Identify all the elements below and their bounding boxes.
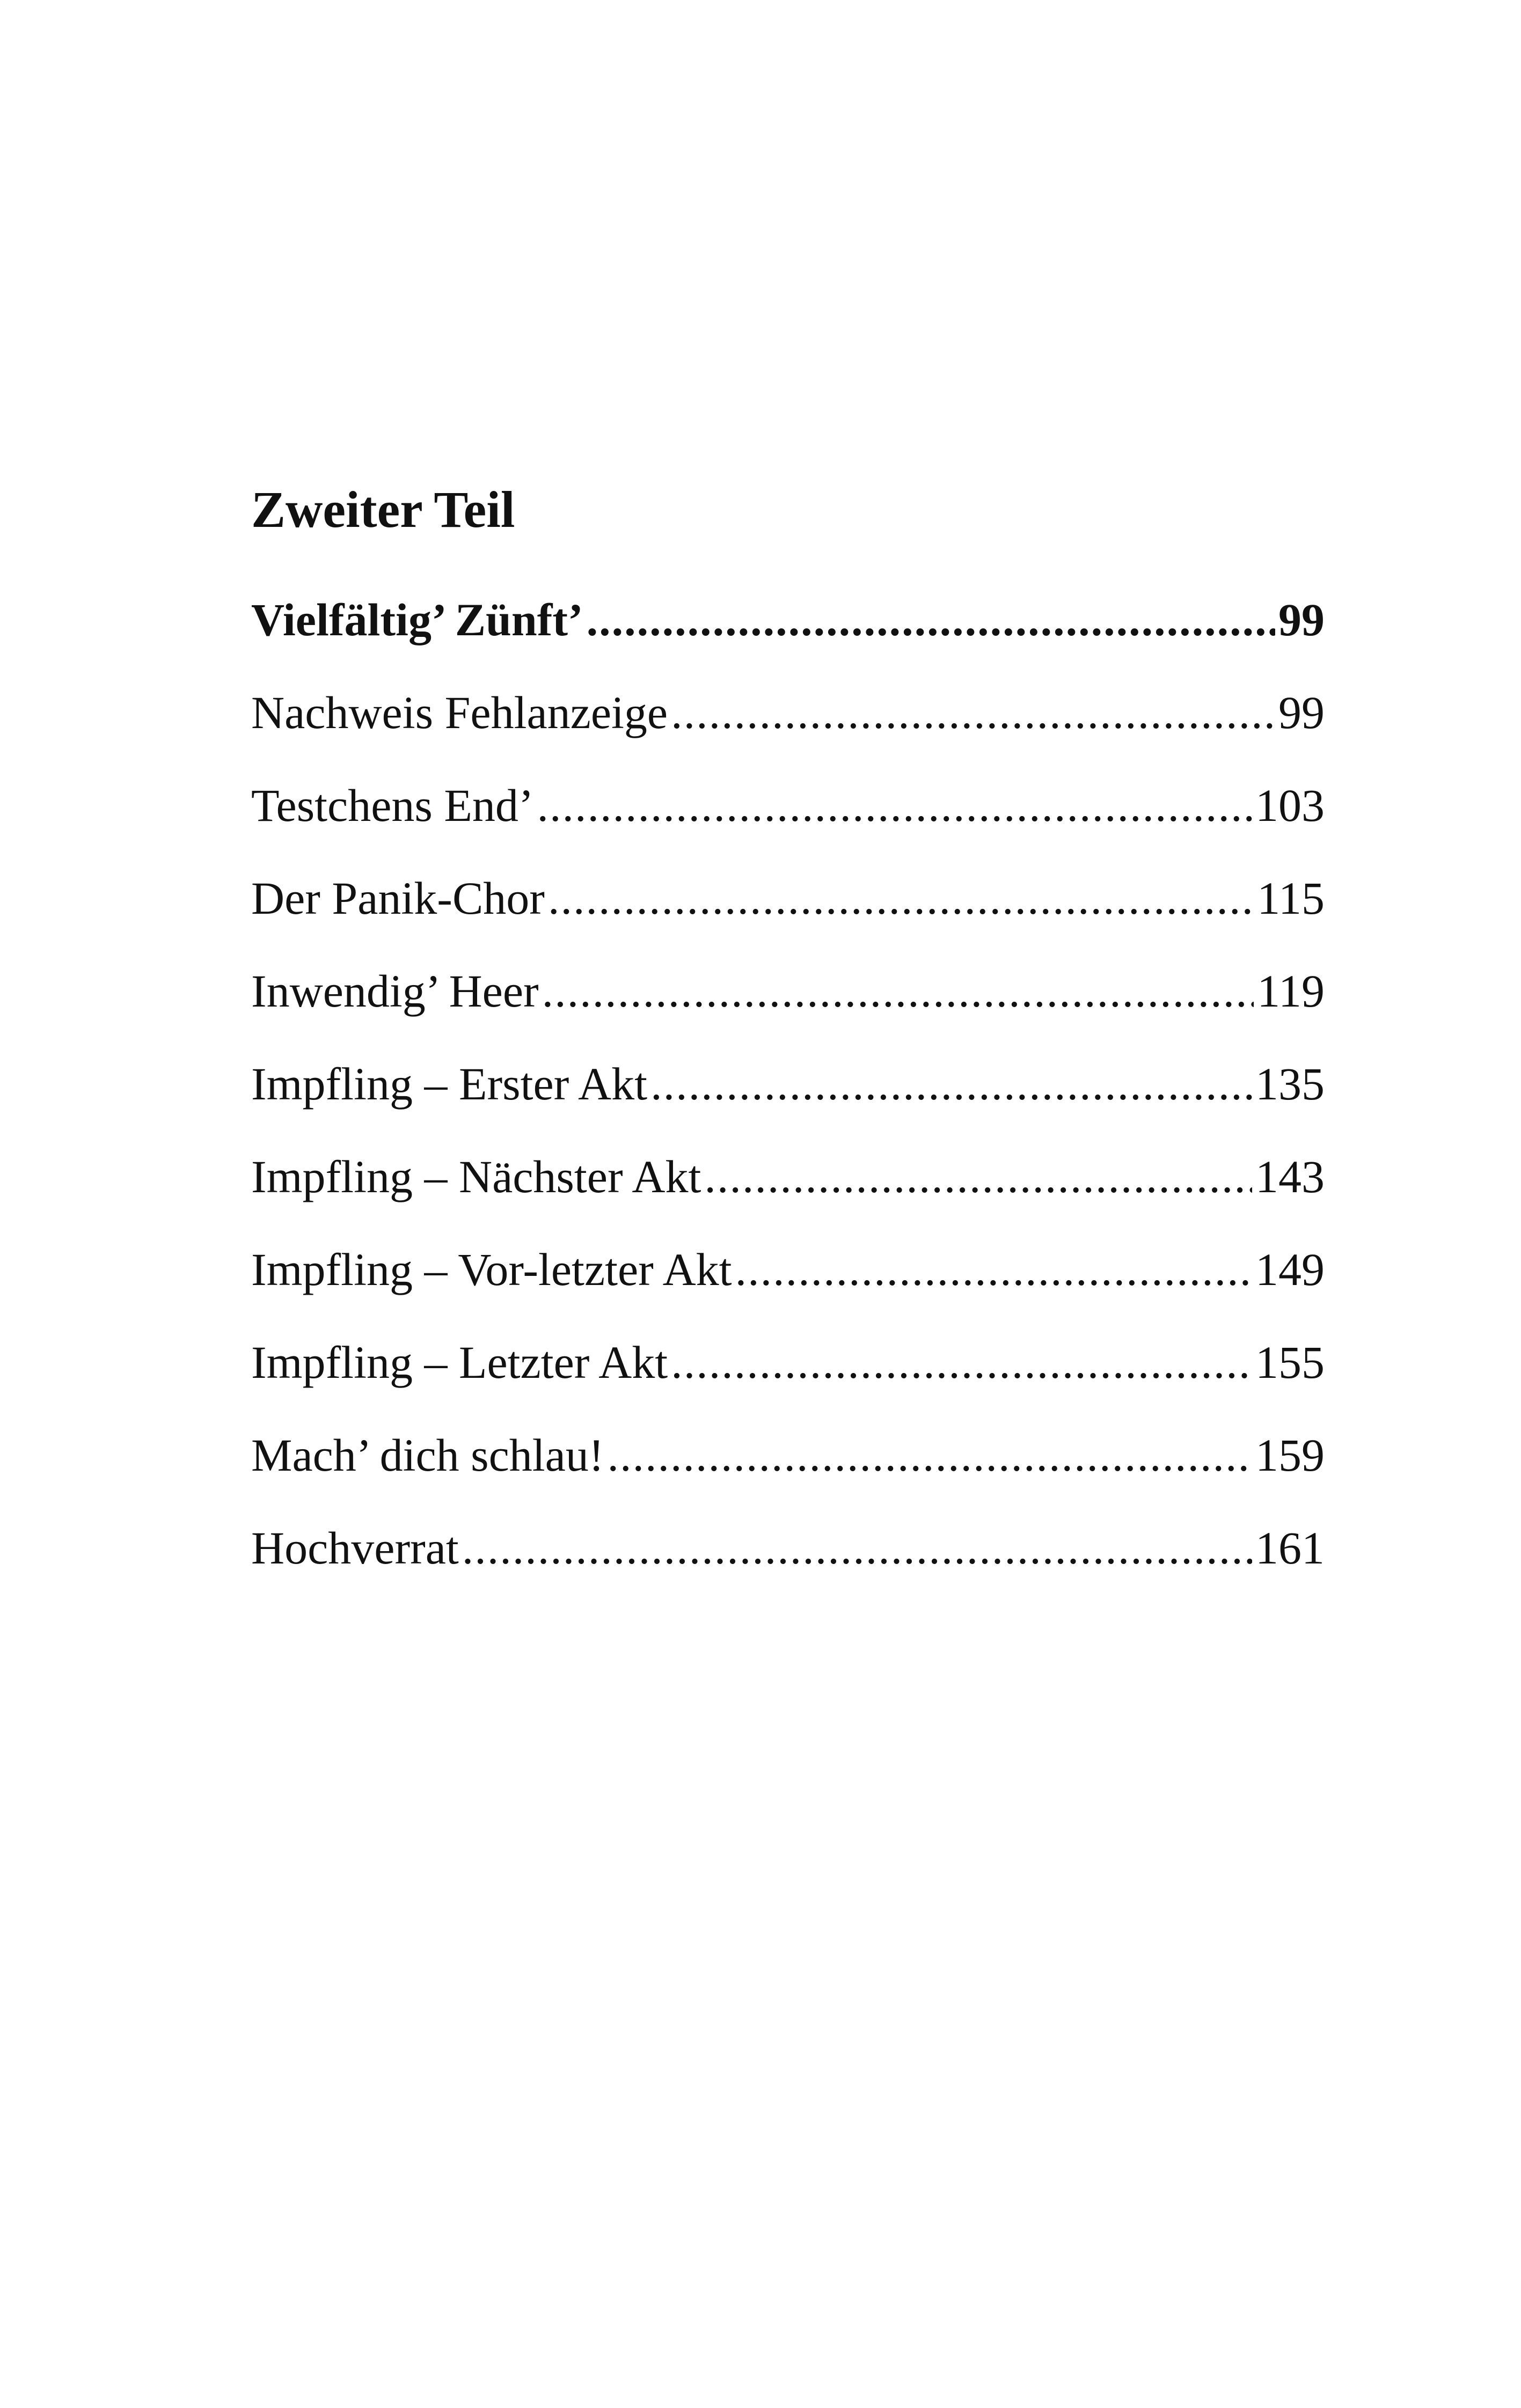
toc-entry [251, 1426, 1325, 1485]
toc-entry-page: 149 [1255, 1244, 1325, 1295]
toc-entry-title: Impfling – Vor-letzter Akt [251, 1244, 732, 1295]
dot-leader [537, 776, 1252, 835]
toc-entry-page: 115 [1257, 872, 1325, 924]
toc-entry-page: 135 [1255, 1058, 1325, 1110]
toc-entry [251, 1240, 1325, 1299]
toc-entry [251, 1054, 1325, 1113]
toc-entry-page: 143 [1255, 1151, 1325, 1202]
toc-entry-page: 159 [1255, 1429, 1325, 1481]
toc-entry [251, 869, 1325, 928]
toc-entry [251, 683, 1325, 742]
toc-entry-title: Hochverrat [251, 1522, 459, 1574]
toc-entry-page: 161 [1255, 1522, 1325, 1574]
dot-leader [735, 1240, 1252, 1299]
toc-entry-title: Impfling – Erster Akt [251, 1058, 648, 1110]
dot-leader [671, 683, 1275, 742]
toc-entry-page: 155 [1255, 1337, 1325, 1388]
toc-entry [251, 1518, 1325, 1577]
toc-entry-page: 103 [1255, 780, 1325, 831]
dot-leader [587, 590, 1275, 649]
dot-leader [542, 961, 1254, 1021]
toc-entry-page: 99 [1278, 687, 1325, 738]
toc-entry-title: Inwendig’ Heer [251, 965, 539, 1017]
dot-leader [548, 869, 1254, 928]
toc-entry [251, 776, 1325, 835]
toc-entry-title: Der Panik-Chor [251, 872, 545, 924]
dot-leader [704, 1147, 1252, 1206]
toc-entry-title: Testchens End’ [251, 780, 534, 831]
toc-entry [251, 590, 1325, 649]
dot-leader [671, 1333, 1252, 1392]
toc-entry-page: 119 [1257, 965, 1325, 1017]
toc-entry [251, 1147, 1325, 1206]
dot-leader [462, 1518, 1252, 1577]
toc-entry [251, 961, 1325, 1021]
dot-leader [607, 1426, 1252, 1485]
toc-entry-page: 99 [1278, 594, 1325, 645]
toc-entry-title: Impfling – Nächster Akt [251, 1151, 701, 1202]
toc-entry-title: Impfling – Letzter Akt [251, 1337, 668, 1388]
dot-leader [650, 1054, 1252, 1113]
toc-entry [251, 1333, 1325, 1392]
part-title: Zweiter Teil [251, 481, 515, 538]
toc-entry-title: Nachweis Fehlanzeige [251, 687, 668, 738]
toc-entry-title: Mach’ dich schlau! [251, 1429, 604, 1481]
toc-entry-title: Vielfältig’ Zünft’ [251, 594, 583, 645]
